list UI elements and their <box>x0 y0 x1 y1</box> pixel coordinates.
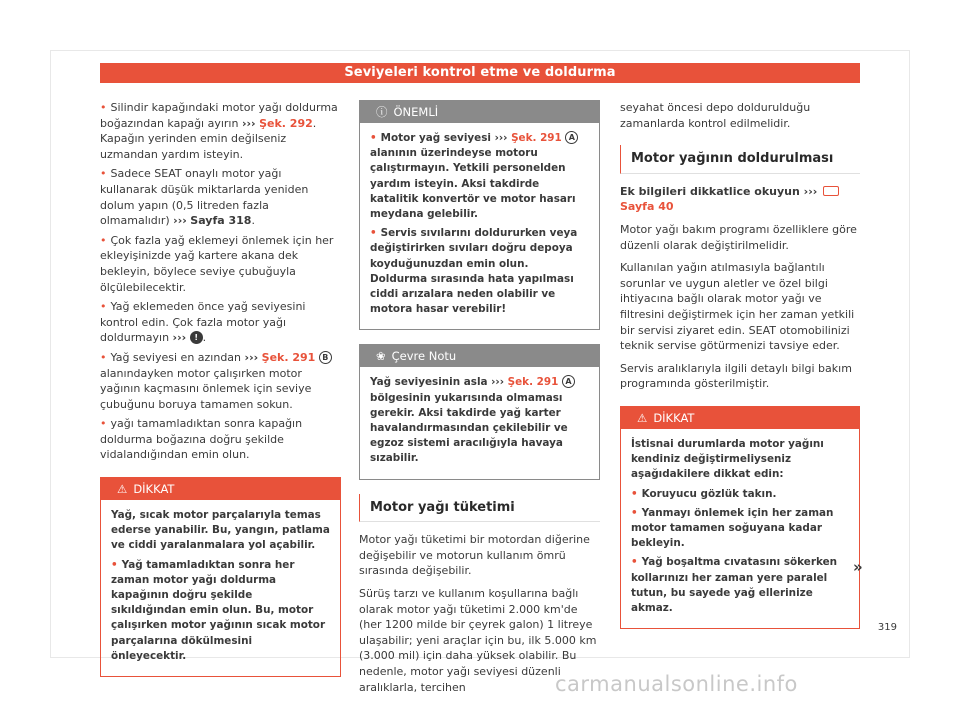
environment-note-body: Yağ seviyesinin asla ››› Şek. 291 A bölgesinin yukarısında olmaması gerekir. Aksi takdirde yağ karter havalandırmasından çekilebilir ve egzoz sistemi aracılığıyla havaya sızabilir. <box>360 367 599 478</box>
page-link[interactable]: Sayfa 318 <box>190 214 252 228</box>
warning-box <box>100 477 341 677</box>
column-2 <box>359 100 600 702</box>
area-b-badge: B <box>319 351 332 364</box>
section-heading: Motor yağının doldurulması <box>620 145 860 174</box>
important-body <box>360 123 599 329</box>
environment-note-header: ❀ Çevre Notu <box>360 345 599 367</box>
watermark: carmanualsonline.info <box>555 672 798 696</box>
warning-item: • Koruyucu gözlük takın. <box>631 487 777 500</box>
paragraph: Motor yağı tüketimi bir motordan diğerine değişebilir ve motorun kullanım ömrü sırasında değişebilir. <box>359 533 590 578</box>
chevron-icon: ››› <box>172 331 187 345</box>
bullet-icon: • <box>100 233 107 247</box>
bullet-icon: • <box>370 132 377 144</box>
important-item: • Servis sıvılarını doldururken veya değiştirirken sıvıları doğru depoya koyduğunuzdan emin olun. Doldurma sırasında hata yapılması ciddi arızalara neden olabilir ve motora hasar verebilir! <box>370 227 578 316</box>
column-1 <box>100 100 341 677</box>
paragraph: Servis aralıklarıyla ilgili detaylı bilgi bakım programında gösterilmiştir. <box>620 361 852 391</box>
bullet-icon: • <box>111 558 118 571</box>
warning-body: Yağ, sıcak motor parçalarıyla temas ederse yanabilir. Bu, yangın, patlama ve ciddi yaralanmalara yol açabilir. • Yağ tamamladıktan sonra her zaman motor yağı doldurma kapağının doğru şekilde sıkıldığından emin olun. Bu, motor çalışırken motor yağının sıcak motor parçalarına dökülmesini önleyecektir. <box>101 500 340 676</box>
important-header: ⓘ ÖNEMLİ <box>360 101 599 123</box>
paragraph: Motor yağı bakım programı özelliklere göre düzenli olarak değiştirilmelidir. <box>620 222 857 252</box>
info-icon: ⓘ <box>376 105 388 119</box>
important-box <box>359 100 600 330</box>
column-3 <box>620 100 860 629</box>
area-a-badge: A <box>565 131 578 144</box>
warning-box <box>620 406 860 629</box>
list-item: • Silindir kapağındaki motor yağı doldurma boğazından kapağı ayırın ››› Şek. 292. Kapağın yerinden emin değilseniz uzmandan yardım isteyin. <box>100 101 338 161</box>
figure-link[interactable]: Şek. 291 <box>261 350 316 364</box>
page-title: Seviyeleri kontrol etme ve doldurma <box>100 63 860 83</box>
page-link[interactable]: Sayfa 40 <box>620 200 674 214</box>
warning-item: • Yağ tamamladıktan sonra her zaman motor yağı doldurma kapağının doğru şekilde sıkıldığından emin olun. Bu, motor çalışırken motor yağının sıcak motor parçalarına dökülmesini önleyecektir. <box>111 558 326 662</box>
bullet-icon: • <box>100 167 107 181</box>
warning-header: ⚠ DİKKAT <box>621 407 859 429</box>
paragraph: Sürüş tarzı ve kullanım koşullarına bağlı olarak motor yağı tüketimi 2.000 km'de (her 1200 milde bir çeyrek galon) 1 litreye ulaşabilir; yeni araçlar için bu, ilk 5.000 km (3.000 mil) için daha yüksek olabilir. Bu nedenle, motor yağı seviyesi düzenli aralıklarla, tercihen <box>359 587 597 694</box>
figure-link[interactable]: Şek. 291 <box>511 132 562 144</box>
bullet-icon: • <box>631 506 638 519</box>
figure-link[interactable]: Şek. 291 <box>507 376 559 389</box>
chevron-icon: ››› <box>241 116 256 130</box>
environment-note-box <box>359 344 600 479</box>
important-item: • Motor yağ seviyesi ››› Şek. 291 A alanının üzerindeyse motoru çalıştırmayın. Yetkili personelden yardım isteyin. Aksi takdirde katalitik konvertör ve motor hasarı meydana gelebilir. <box>370 131 589 222</box>
warning-triangle-icon: ⚠ <box>117 482 128 497</box>
bullet-icon: • <box>100 350 107 364</box>
bullet-icon: • <box>100 417 107 431</box>
warning-item: • Yağ boşaltma cıvatasını sökerken kollarınızı her zaman yere paralel tutun, bu sayede yağ ellerinize akmaz. <box>631 556 838 614</box>
list-item: • Sadece SEAT onaylı motor yağı kullanarak düşük miktarlarda yeniden dolum yapın (0,5 litreden fazla olmamalıdır) ››› Sayfa 318. <box>100 167 309 228</box>
figure-link[interactable]: Şek. 292 <box>259 116 313 130</box>
leaf-icon: ❀ <box>376 349 386 364</box>
bullet-icon: • <box>631 487 638 500</box>
warning-item: • Yanmayı önlemek için her zaman motor tamamen soğuyana kadar bekleyin. <box>631 506 834 550</box>
section-heading: Motor yağı tüketimi <box>359 494 600 523</box>
list-item: • Çok fazla yağ eklemeyi önlemek için her ekleyişinizde yağ kartere akana dek bekleyin, böylece seviye çubuğuyla ölçülebilecektir. <box>100 233 334 294</box>
chevron-icon: ››› <box>244 350 259 364</box>
bullet-icon: • <box>100 101 107 114</box>
bullet-icon: • <box>631 556 638 569</box>
warning-triangle-icon: ⚠ <box>637 410 648 425</box>
list-item: • yağı tamamladıktan sonra kapağın doldurma boğazına doğru şekilde vidalandığından emin olun. <box>100 417 303 462</box>
book-icon <box>823 186 839 196</box>
paragraph: Kullanılan yağın atılmasıyla bağlantılı sorunlar ve uygun aletler ve özel bilgi ihtiyacına bağlı olarak motor yağı ve filtresini değiştirmek için her zaman yetkili bir servisi ziyaret edin. SEAT otomobilinizi teknik servise götürmenizi tavsiye eder. <box>620 261 855 353</box>
chevron-icon: ››› <box>494 132 508 144</box>
reference-line: Ek bilgileri dikkatlice okuyun ››› Sayfa 40 <box>620 184 860 215</box>
chevron-icon: ››› <box>173 214 187 228</box>
list-item: • Yağ eklemeden önce yağ seviyesini kontrol edin. Çok fazla motor yağı doldurmayın ››› ! . <box>100 300 306 345</box>
page-number: 319 <box>877 622 897 633</box>
paragraph: seyahat öncesi depo doldurulduğu zamanlarda kontrol edilmelidir. <box>620 101 811 130</box>
chevron-icon: ››› <box>491 376 504 389</box>
bullet-icon: • <box>370 227 377 240</box>
continue-mark: » <box>853 558 863 576</box>
list-item: • Yağ seviyesi en azından ››› Şek. 291 B alanındayken motor çalışırken motor yağının kaçmasını önlemek için seviye çubuğunu boruya tamamen sokun. <box>100 350 341 412</box>
caution-badge-icon[interactable]: ! <box>190 331 203 344</box>
chevron-icon: ››› <box>803 184 818 198</box>
warning-header: ⚠ DİKKAT <box>101 478 340 500</box>
warning-body: İstisnai durumlarda motor yağını kendiniz değiştirmeliyseniz aşağıdakilere dikkat edin: • Koruyucu gözlük takın. • Yanmayı önlemek için her zaman motor tamamen soğuyana kadar bekleyin. • Yağ boşaltma cıvatasını sökerken kollarınızı her zaman yere paralel tutun, bu sayede yağ ellerinize akmaz. <box>621 429 859 628</box>
area-a-badge: A <box>562 375 575 388</box>
bullet-icon: • <box>100 300 107 314</box>
